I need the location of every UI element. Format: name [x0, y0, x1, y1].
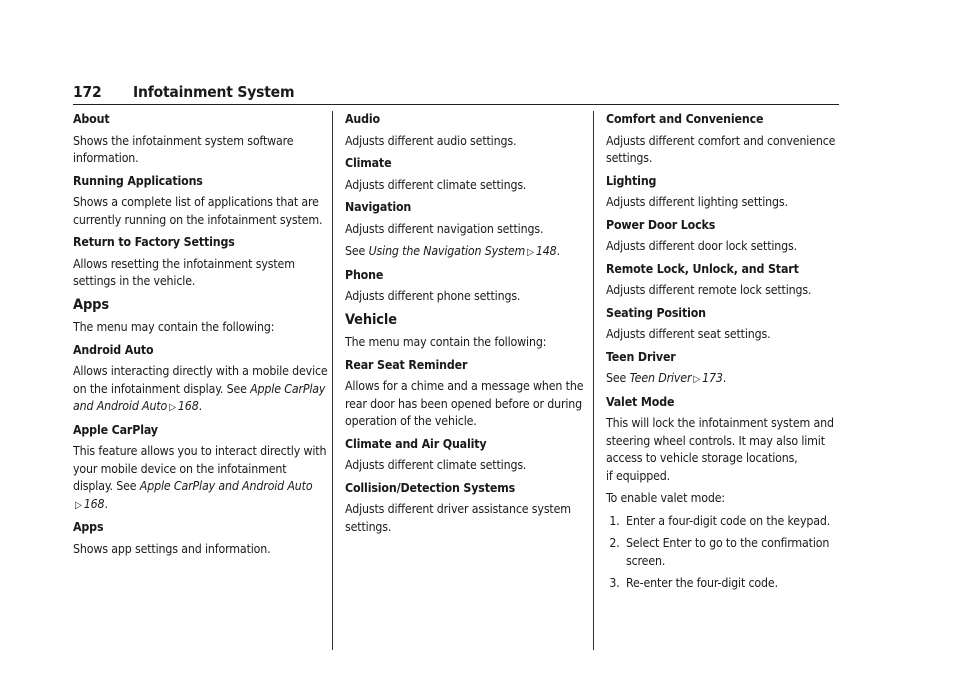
text-seating-position: Adjusts different seat settings.	[606, 327, 771, 341]
heading-apps-section: Apps	[73, 296, 109, 313]
column-1	[73, 111, 329, 563]
page-header	[73, 82, 839, 105]
valet-mode-desc: This will lock the infotainment system and steering wheel controls. It may also limit access to vehicle storage locations,	[606, 416, 834, 465]
valet-steps-list	[606, 513, 862, 593]
heading-about: About	[73, 112, 110, 126]
page-ref-168-2[interactable]: 168	[83, 496, 105, 511]
heading-rear-seat-reminder: Rear Seat Reminder	[345, 357, 468, 372]
heading-seating-position: Seating Position	[606, 305, 706, 320]
text-climate-air-quality: Adjusts different climate settings.	[345, 458, 527, 472]
heading-apple-carplay: Apple CarPlay	[73, 422, 158, 437]
text-collision-detection: Adjusts different driver assistance system settings.	[345, 502, 571, 534]
page-ref-icon: ▷	[693, 374, 701, 385]
list-item: 1. Enter a four-digit code on the keypad.	[623, 513, 862, 531]
text-phone: Adjusts different phone settings.	[345, 289, 521, 303]
heading-climate-air-quality: Climate and Air Quality	[345, 436, 487, 451]
text-comfort-convenience: Adjusts different comfort and convenience settings.	[606, 133, 836, 165]
heading-comfort-convenience: Comfort and Convenience	[606, 112, 764, 126]
column-divider-1	[332, 111, 333, 650]
text-lighting: Adjusts different lighting settings.	[606, 195, 788, 209]
apple-carplay-desc: This feature allows you to interact directly with your mobile device on the infotainment display. See	[73, 444, 327, 493]
section-title: Infotainment System	[133, 83, 295, 101]
list-item: 2. Select Enter to go to the confirmation screen.	[623, 535, 862, 570]
text-remote-lock: Adjusts different remote lock settings.	[606, 283, 812, 297]
heading-climate: Climate	[345, 156, 392, 170]
link-apple-carplay-android-auto-2[interactable]: Apple CarPlay and Android Auto	[139, 479, 313, 493]
text-teen-driver-see: See Teen Driver ▷ 173.	[606, 370, 862, 389]
text-climate: Adjusts different climate settings.	[345, 177, 527, 192]
list-item: 3. Re-enter the four-digit code.	[623, 575, 862, 593]
heading-teen-driver: Teen Driver	[606, 349, 676, 364]
text-power-door-locks: Adjusts different door lock settings.	[606, 239, 798, 253]
valet-mode-desc-end: if equipped.	[606, 468, 670, 483]
heading-collision-detection: Collision/Detection Systems	[345, 480, 516, 495]
see-label: See	[345, 244, 366, 258]
text-audio: Adjusts different audio settings.	[345, 133, 517, 148]
heading-valet-mode: Valet Mode	[606, 394, 675, 409]
heading-lighting: Lighting	[606, 173, 657, 188]
heading-phone: Phone	[345, 267, 384, 282]
heading-apps: Apps	[73, 520, 104, 534]
text-apps: Shows app settings and information.	[73, 541, 271, 556]
text-apple-carplay: This feature allows you to interact directly with your mobile device on the infotainment display. See Apple CarPlay and Android Auto ▷ 168.	[73, 443, 329, 514]
link-teen-driver[interactable]: Teen Driver	[629, 371, 692, 385]
heading-running-applications: Running Applications	[73, 173, 203, 188]
page-ref-173[interactable]: 173	[702, 371, 723, 385]
heading-remote-lock: Remote Lock, Unlock, and Start	[606, 261, 799, 276]
heading-audio: Audio	[345, 112, 380, 126]
page-ref-168[interactable]: 168	[177, 399, 199, 413]
page-ref-148[interactable]: 148	[535, 244, 557, 258]
link-apple-carplay-android-auto[interactable]: Apple CarPlay and Android Auto	[73, 381, 326, 413]
see-label: See	[606, 371, 627, 385]
column-3	[606, 111, 862, 598]
page-ref-icon: ▷	[527, 247, 534, 258]
text-navigation-see: See Using the Navigation System ▷ 148.	[345, 243, 601, 262]
heading-vehicle-section: Vehicle	[345, 311, 397, 328]
page-number: 172	[73, 83, 102, 101]
heading-android-auto: Android Auto	[73, 342, 154, 357]
text-vehicle-intro: The menu may contain the following:	[345, 335, 547, 349]
text-rear-seat-reminder: Allows for a chime and a message when the rear door has been opened before or during operation of the vehicle.	[345, 379, 584, 428]
heading-navigation: Navigation	[345, 200, 412, 214]
page-ref-icon: ▷	[75, 499, 82, 511]
text-return-to-factory: Allows resetting the infotainment system settings in the vehicle.	[73, 256, 295, 288]
text-android-auto: Allows interacting directly with a mobile device on the infotainment display. See Apple CarPlay and Android Auto ▷ 168.	[73, 363, 329, 417]
android-auto-desc: Allows interacting directly with a mobile device on the infotainment display. See	[73, 364, 328, 396]
text-apps-intro: The menu may contain the following:	[73, 320, 275, 334]
link-using-navigation-system[interactable]: Using the Navigation System	[368, 244, 526, 258]
text-valet-intro: To enable valet mode:	[606, 491, 725, 505]
text-valet-mode	[606, 415, 862, 485]
page-ref-icon: ▷	[169, 402, 176, 413]
heading-power-door-locks: Power Door Locks	[606, 217, 716, 232]
heading-return-to-factory: Return to Factory Settings	[73, 235, 235, 249]
text-about: Shows the infotainment system software information.	[73, 133, 294, 165]
text-navigation: Adjusts different navigation settings.	[345, 221, 544, 236]
column-2	[345, 111, 601, 541]
text-running-applications: Shows a complete list of applications that are currently running on the infotainment system.	[73, 195, 323, 227]
